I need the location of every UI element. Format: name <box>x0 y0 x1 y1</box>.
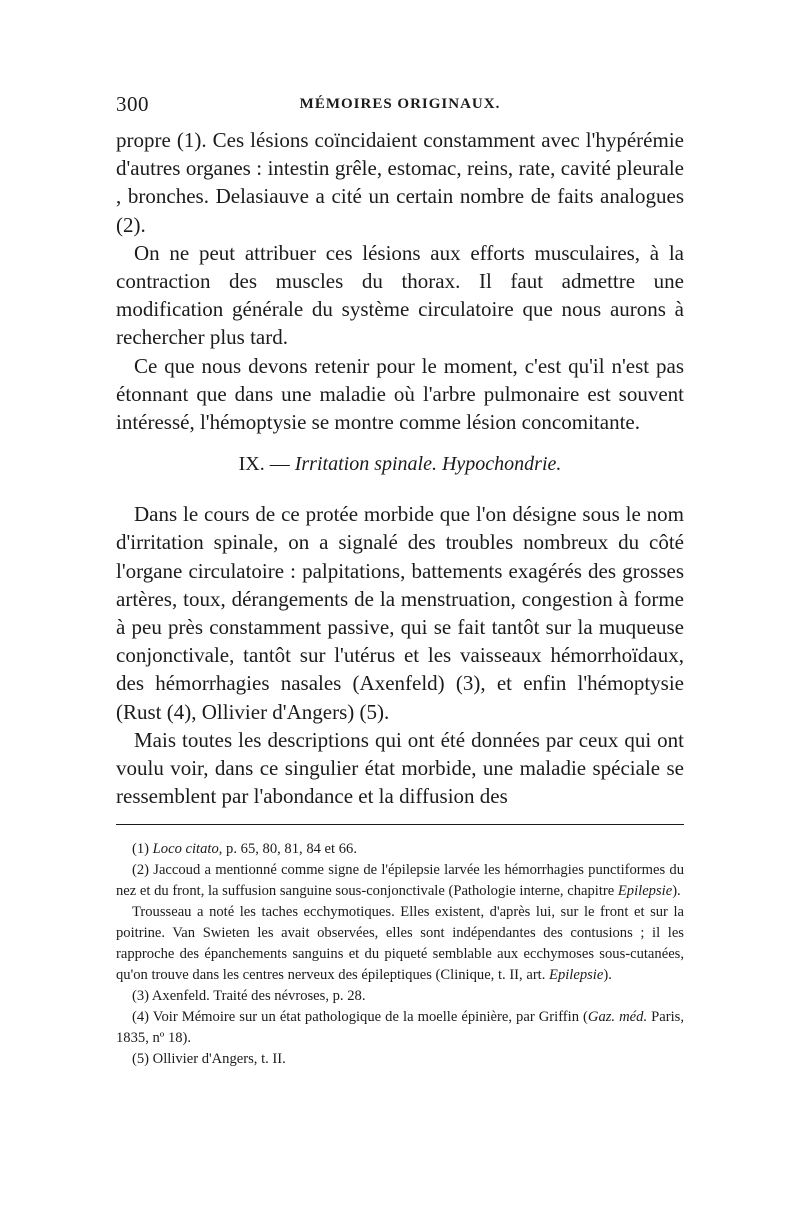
body-paragraph-5: Mais toutes les descriptions qui ont été données par ceux qui ont voulu voir, dans ce singulier état morbide, une maladie spéciale se ressemblent par l'abondance et la diffusion des <box>116 727 684 809</box>
footnote-2-text-before: (2) Jaccoud a mentionné comme signe de l'épilepsie larvée les hémorrhagies punctiformes du nez et du front, la suffusion sanguine sous-conjonctivale (Pathologie interne, chapitre <box>116 862 684 900</box>
footnote-1-rest: , p. 65, 80, 81, 84 et 66. <box>218 841 357 858</box>
footnote-1 <box>116 839 684 860</box>
footnote-2-cont-text-before: Trousseau a noté les taches ecchymotiques. Elles existent, d'après lui, sur le front et sur la poitrine. Van Swieten les avait observées, elles sont indépendantes des contusions ; il les rapproche des épanchements sanguins et du piqueté semblable aux ecchymoses sous-cutanées, qu'on trouve dans les centres nerveux des épileptiques (Clinique, t. II, art. <box>116 904 684 984</box>
footnote-2-cont-italic: Epilepsie <box>549 967 604 984</box>
footnote-4-italic: Gaz. méd. <box>587 1009 648 1026</box>
footnote-4 <box>116 1007 684 1049</box>
page-number: 300 <box>116 92 149 116</box>
footnote-rule <box>116 824 684 825</box>
body-paragraph-2: On ne peut attribuer ces lésions aux efforts musculaires, à la contraction des muscles du thorax. Il faut admettre une modification générale du système circulatoire que nous aurons à rechercher plus tard. <box>116 240 684 350</box>
footnote-1-italic: Loco citato <box>152 841 219 858</box>
document-page <box>116 92 684 1070</box>
body-paragraph-3: Ce que nous devons retenir pour le moment, c'est qu'il n'est pas étonnant que dans une maladie où l'arbre pulmonaire est souvent intéressé, l'hémoptysie se montre comme lésion concomitante. <box>116 353 684 435</box>
footnote-1-marker: (1) <box>132 841 153 858</box>
body-paragraph-4: Dans le cours de ce protée morbide que l'on désigne sous le nom d'irritation spinale, on a signalé des troubles nombreux du côté l'organe circulatoire : palpitations, battements exagérés des grosses artères, toux, dérangements de la menstruation, congestion à forme à peu près constamment passive, qui se fait tantôt sur la muqueuse conjonctivale, tantôt sur l'utérus et les vaisseaux hémorrhoïdaux, des hémorrhagies nasales (Axenfeld) (3), et enfin l'hémoptysie (Rust (4), Ollivier d'Angers) (5). <box>116 502 684 724</box>
footnote-5: (5) Ollivier d'Angers, t. II. <box>132 1051 286 1068</box>
footnote-4-text-before: (4) Voir Mémoire sur un état pathologique de la moelle épinière, par Griffin ( <box>132 1009 588 1026</box>
running-head <box>116 92 684 126</box>
section-title: Irritation spinale. Hypochondrie. <box>294 453 562 476</box>
footnote-2 <box>116 860 684 902</box>
body-paragraph-1: propre (1). Ces lésions coïncidaient constamment avec l'hypérémie d'autres organes : intestin grêle, estomac, reins, rate, cavité pleurale , bronches. Delasiauve a cité un certain nombre de faits analogues (2). <box>116 128 684 237</box>
running-title: MÉMOIRES ORIGINAUX. <box>299 96 501 112</box>
footnote-2-continued <box>116 902 684 986</box>
footnote-2-italic: Epilepsie <box>617 883 673 900</box>
footnote-4-text-after: Paris, 1835, nº 18). <box>116 1009 684 1047</box>
section-heading <box>116 450 684 478</box>
section-number: IX. — <box>238 453 295 476</box>
footnote-2-text-after: ). <box>672 883 681 900</box>
footnote-2-cont-text-after: ). <box>603 967 612 984</box>
footnote-3: (3) Axenfeld. Traité des névroses, p. 28. <box>132 988 366 1005</box>
